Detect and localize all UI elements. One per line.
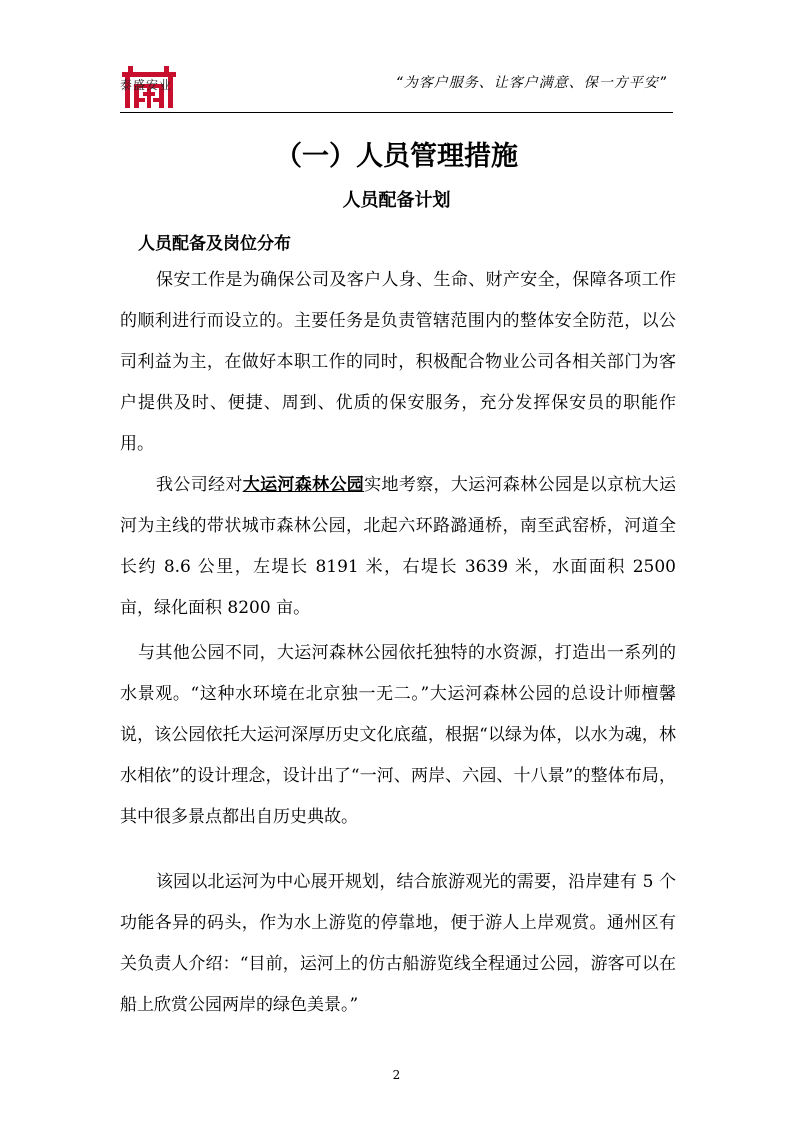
paragraph-text: 实地考察，大运河森林公园是以京杭大运河为主线的带状城市森林公园，北起六环路潞通桥，南至武窑桥，河道全长约 8.6 公里，左堤长 8191 米，右堤长 3639 米，水面面积 2500 亩，绿化面积 8200 亩。: [120, 475, 677, 618]
page-header: [120, 60, 673, 114]
paragraph-security-purpose: 保安工作是为确保公司及客户人身、生命、财产安全，保障各项工作的顺利进行而设立的。主要任务是负责管辖范围内的整体安全防范，以公司利益为主，在做好本职工作的同时，积极配合物业公司各相关部门为客户提供及时、便捷、周到、优质的保安服务，充分发挥保安员的职能作用。: [120, 270, 676, 454]
paragraph-water-landscape: 与其他公园不同，大运河森林公园依托独特的水资源，打造出一系列的水景观。“这种水环境在北京独一无二。”大运河森林公园的总设计师檀馨说，该公园依托大运河深厚历史文化底蕴，根据“以绿为体，以水为魂，林水相依”的设计理念，设计出了“一河、两岸、六园、十八景”的整体布局，其中很多景点都出自历史典故。: [120, 643, 676, 827]
logo-text: 泰盛安业: [120, 78, 173, 92]
paragraph-planning: 该园以北运河为中心展开规划，结合旅游观光的需要，沿岸建有 5 个功能各异的码头，作为水上游览的停靠地，便于游人上岸观赏。通州区有关负责人介绍：“目前，运河上的仿古船游览线全程通过公园，游客可以在船上欣赏公园两岸的绿色美景。”: [120, 872, 676, 1015]
header-divider: [120, 112, 673, 113]
page-title: （一）人员管理措施: [275, 141, 518, 172]
paragraph-site-survey: [120, 465, 676, 629]
paragraph-text: 我公司经对: [156, 475, 243, 495]
section-heading: 人员配备及岗位分布: [138, 234, 291, 254]
park-name-link[interactable]: 大运河森林公园: [242, 475, 365, 495]
header-slogan: “为客户服务、让客户满意、保一方平安”: [395, 75, 667, 91]
page-subtitle: 人员配备计划: [342, 190, 451, 211]
page-number: 2: [392, 1068, 401, 1082]
